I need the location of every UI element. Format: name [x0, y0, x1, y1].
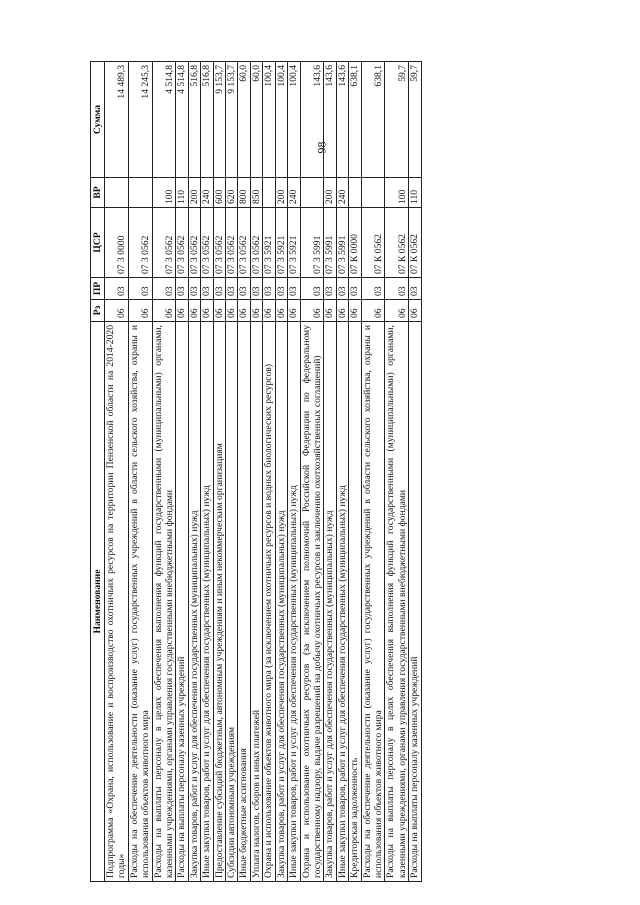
page-number: 98: [314, 141, 329, 154]
row-csr: 07 3 0562: [176, 208, 188, 278]
row-rz: 06: [385, 300, 409, 322]
row-vr: 800: [238, 178, 250, 208]
row-csr: 07 К 0562: [409, 208, 421, 278]
row-vr: 620: [226, 178, 238, 208]
row-pr: 03: [288, 278, 300, 300]
table-row: [105, 62, 129, 882]
row-pr: 03: [238, 278, 250, 300]
budget-table: [90, 61, 422, 882]
row-vr: 600: [213, 178, 225, 208]
row-rz: 06: [201, 300, 213, 322]
row-pr: 03: [263, 278, 275, 300]
row-rz: 06: [349, 300, 361, 322]
row-pr: 03: [409, 278, 421, 300]
row-pr: 03: [226, 278, 238, 300]
row-name: Субсидии автономным учреждениям: [226, 322, 238, 882]
row-rz: 06: [409, 300, 421, 322]
row-pr: 03: [250, 278, 262, 300]
row-sum: 143,6: [336, 62, 348, 178]
row-pr: 03: [188, 278, 200, 300]
row-csr: 07 3 0562: [201, 208, 213, 278]
table-row: [176, 62, 188, 882]
row-name: Кредиторская задолженность: [349, 322, 361, 882]
row-sum: 516,8: [201, 62, 213, 178]
row-rz: 06: [300, 300, 324, 322]
row-name: Закупка товаров, работ и услуг для обеспечения государственных (муниципальных) нужд: [275, 322, 287, 882]
row-rz: 06: [226, 300, 238, 322]
row-rz: 06: [152, 300, 176, 322]
table-row: [226, 62, 238, 882]
header-pr: ПР: [91, 278, 105, 300]
row-vr: [263, 178, 275, 208]
row-sum: 100,4: [275, 62, 287, 178]
row-vr: 110: [176, 178, 188, 208]
row-csr: 07 3 5921: [263, 208, 275, 278]
row-vr: 110: [409, 178, 421, 208]
row-csr: 07 3 0562: [188, 208, 200, 278]
table-row: [349, 62, 361, 882]
row-pr: 03: [176, 278, 188, 300]
row-sum: 14 489,3: [105, 62, 129, 178]
row-csr: 07 3 5991: [324, 208, 336, 278]
row-csr: 07 3 0562: [213, 208, 225, 278]
row-name: Охрана и использование охотничьих ресурсов (за исключением полномочий Российской Федерации по федеральному государственному надзору, выдаче разрешений на добычу охотничьих ресурсов и заключению охотхозяйственных соглашений): [300, 322, 324, 882]
row-rz: 06: [288, 300, 300, 322]
row-sum: 638,1: [349, 62, 361, 178]
row-pr: 03: [300, 278, 324, 300]
row-rz: 06: [213, 300, 225, 322]
row-name: Расходы на выплаты персоналу казенных учреждений: [409, 322, 421, 882]
row-name: Уплата налогов, сборов и иных платежей: [250, 322, 262, 882]
table-row: [238, 62, 250, 882]
row-rz: 06: [250, 300, 262, 322]
row-name: Иные закупки товаров, работ и услуг для обеспечения государственных (муниципальных) нужд: [288, 322, 300, 882]
rotated-page-content: [90, 62, 558, 882]
row-sum: 143,6: [324, 62, 336, 178]
table-row: [213, 62, 225, 882]
row-csr: 07 3 5921: [288, 208, 300, 278]
row-pr: 03: [385, 278, 409, 300]
table-row: [288, 62, 300, 882]
row-vr: 240: [336, 178, 348, 208]
row-vr: 100: [385, 178, 409, 208]
row-vr: [128, 178, 152, 208]
row-sum: 59,7: [409, 62, 421, 178]
table-row: [361, 62, 385, 882]
row-name: Расходы на выплаты персоналу казенных учреждений: [176, 322, 188, 882]
row-pr: 03: [128, 278, 152, 300]
header-csr: ЦСР: [91, 208, 105, 278]
row-pr: 03: [105, 278, 129, 300]
row-sum: 516,8: [188, 62, 200, 178]
row-vr: [300, 178, 324, 208]
row-rz: 06: [128, 300, 152, 322]
row-sum: 100,4: [263, 62, 275, 178]
row-csr: 07 3 5991: [300, 208, 324, 278]
row-name: Охрана и использование объектов животного мира (за исключением охотничьих ресурсов и водных биологических ресурсов): [263, 322, 275, 882]
row-vr: [349, 178, 361, 208]
row-vr: 200: [324, 178, 336, 208]
row-sum: 638,1: [361, 62, 385, 178]
row-rz: 06: [188, 300, 200, 322]
row-vr: 100: [152, 178, 176, 208]
row-rz: 06: [105, 300, 129, 322]
row-sum: 4 514,8: [176, 62, 188, 178]
header-sum: Сумма: [91, 62, 105, 178]
row-sum: 143,6: [300, 62, 324, 178]
row-rz: 06: [238, 300, 250, 322]
row-csr: 07 К 0000: [349, 208, 361, 278]
row-rz: 06: [275, 300, 287, 322]
row-rz: 06: [263, 300, 275, 322]
row-csr: 07 3 0000: [105, 208, 129, 278]
row-sum: 14 245,3: [128, 62, 152, 178]
row-vr: [361, 178, 385, 208]
row-vr: 200: [188, 178, 200, 208]
table-row: [263, 62, 275, 882]
row-name: Иные бюджетные ассигнования: [238, 322, 250, 882]
row-pr: 03: [336, 278, 348, 300]
row-rz: 06: [336, 300, 348, 322]
row-csr: 07 3 5991: [336, 208, 348, 278]
row-rz: 06: [176, 300, 188, 322]
row-name: Расходы на выплаты персоналу в целях обеспечения выполнения функций государственными (муниципальными) органами, казенными учреждениями, органами управления государственными внебюджетными фондами: [152, 322, 176, 882]
row-csr: 07 3 0562: [250, 208, 262, 278]
row-sum: 59,7: [385, 62, 409, 178]
row-rz: 06: [361, 300, 385, 322]
table-row: [128, 62, 152, 882]
row-sum: 60,0: [238, 62, 250, 178]
row-csr: 07 К 0562: [385, 208, 409, 278]
row-pr: 03: [275, 278, 287, 300]
table-row: [300, 62, 324, 882]
header-vr: ВР: [91, 178, 105, 208]
row-name: Расходы на выплаты персоналу в целях обеспечения выполнения функций государственными (муниципальными) органами, казенными учреждениями, органами управления государственными внебюджетными фондами: [385, 322, 409, 882]
row-vr: 240: [201, 178, 213, 208]
row-csr: 07 3 0562: [238, 208, 250, 278]
row-vr: 240: [288, 178, 300, 208]
row-name: Предоставление субсидий бюджетным, автономным учреждениям и иным некоммерческим организациям: [213, 322, 225, 882]
table-row: [201, 62, 213, 882]
header-rz: Рз: [91, 300, 105, 322]
row-name: Подпрограмма «Охрана, использование и воспроизводство охотничьих ресурсов на территории Пензенской области на 2014-2020 годы»: [105, 322, 129, 882]
table-row: [152, 62, 176, 882]
row-csr: 07 3 0562: [128, 208, 152, 278]
row-csr: 07 3 0562: [152, 208, 176, 278]
row-sum: 100,4: [288, 62, 300, 178]
row-pr: 03: [201, 278, 213, 300]
row-csr: 07 3 5921: [275, 208, 287, 278]
row-vr: 850: [250, 178, 262, 208]
row-csr: 07 К 0562: [361, 208, 385, 278]
row-name: Расходы на обеспечение деятельности (оказание услуг) государственных учреждений в области сельского хозяйства, охраны и использования объектов животного мира: [361, 322, 385, 882]
row-pr: 03: [349, 278, 361, 300]
row-name: Расходы на обеспечение деятельности (оказание услуг) государственных учреждений в области сельского хозяйства, охраны и использования объектов животного мира: [128, 322, 152, 882]
row-sum: 4 514,8: [152, 62, 176, 178]
table-row: [409, 62, 421, 882]
row-vr: 200: [275, 178, 287, 208]
header-name: Наименование: [91, 322, 105, 882]
row-name: Иные закупки товаров, работ и услуг для обеспечения государственных (муниципальных) нужд: [336, 322, 348, 882]
row-name: Иные закупки товаров, работ и услуг для обеспечения государственных (муниципальных) нужд: [201, 322, 213, 882]
row-sum: 9 153,7: [226, 62, 238, 178]
row-sum: 60,0: [250, 62, 262, 178]
row-pr: 03: [152, 278, 176, 300]
table-body: [105, 62, 422, 882]
table-row: [275, 62, 287, 882]
row-vr: [105, 178, 129, 208]
row-csr: 07 3 0562: [226, 208, 238, 278]
row-name: Закупка товаров, работ и услуг для обеспечения государственных (муниципальных) нужд: [188, 322, 200, 882]
table-row: [188, 62, 200, 882]
row-rz: 06: [324, 300, 336, 322]
table-row: [385, 62, 409, 882]
row-pr: 03: [324, 278, 336, 300]
row-sum: 9 153,7: [213, 62, 225, 178]
row-pr: 03: [361, 278, 385, 300]
table-header-row: [91, 62, 105, 882]
row-name: Закупка товаров, работ и услуг для обеспечения государственных (муниципальных) нужд: [324, 322, 336, 882]
table-row: [336, 62, 348, 882]
table-row: [250, 62, 262, 882]
row-pr: 03: [213, 278, 225, 300]
table-row: [324, 62, 336, 882]
